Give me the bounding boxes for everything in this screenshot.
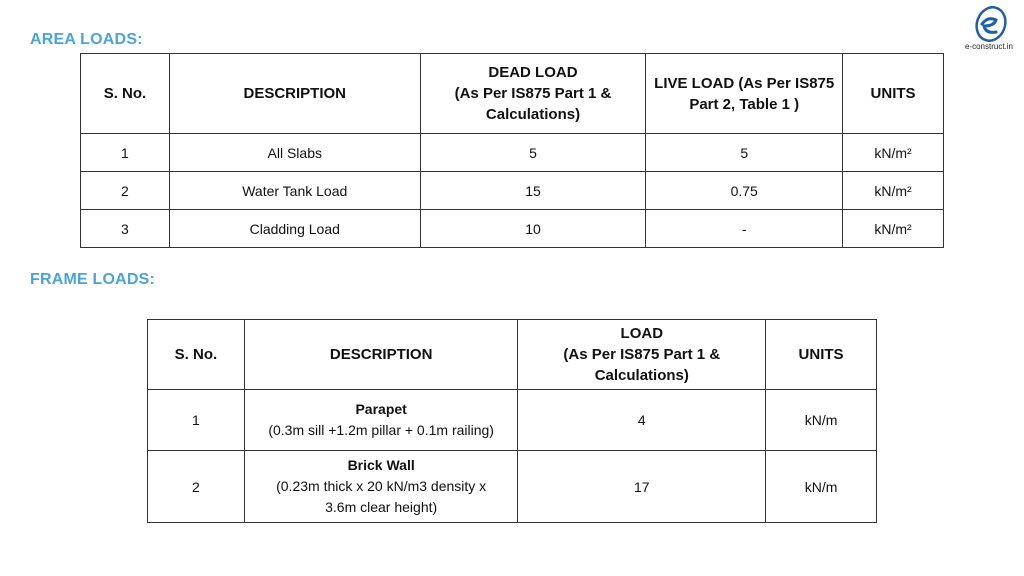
cell-load: 17 (518, 451, 766, 523)
cell-dead-load: 15 (420, 172, 646, 210)
cell-description: Cladding Load (169, 210, 420, 248)
cell-units: kN/m² (843, 134, 944, 172)
header-load (518, 320, 766, 390)
table-row (148, 390, 877, 451)
header-load-line: Calculations) (594, 367, 689, 384)
cell-units: kN/m² (843, 172, 944, 210)
description-detail: (0.3m sill +1.2m pillar + 0.1m railing) (268, 422, 494, 438)
table-row (81, 134, 944, 172)
cell-sno: 1 (148, 390, 245, 451)
description-title: Brick Wall (347, 457, 415, 473)
cell-description: Water Tank Load (169, 172, 420, 210)
header-dead-load-line: Calculations) (485, 106, 581, 123)
table-row (81, 172, 944, 210)
header-dead-load (420, 54, 646, 134)
cell-live-load: 0.75 (646, 172, 843, 210)
cell-description: All Slabs (169, 134, 420, 172)
area-header-row (81, 54, 944, 134)
header-sno: S. No. (81, 54, 170, 134)
header-dead-load-line: (As Per IS875 Part 1 & (454, 85, 612, 102)
header-live-load (646, 54, 843, 134)
cell-sno: 2 (81, 172, 170, 210)
header-load-line: LOAD (620, 325, 664, 342)
frame-loads-table (147, 319, 877, 523)
header-dead-load-line: DEAD LOAD (488, 64, 578, 81)
logo-text: e-construct.in (964, 42, 1014, 51)
cell-description (244, 451, 518, 523)
cell-live-load: 5 (646, 134, 843, 172)
cell-units: kN/m² (843, 210, 944, 248)
cell-description (244, 390, 518, 451)
header-live-load-line: LIVE LOAD (As Per IS875 (654, 74, 835, 92)
cell-sno: 3 (81, 210, 170, 248)
cell-live-load: - (646, 210, 843, 248)
header-description: DESCRIPTION (244, 320, 518, 390)
area-loads-title: AREA LOADS: (30, 31, 143, 48)
cell-units: kN/m (766, 390, 877, 451)
cell-load: 4 (518, 390, 766, 451)
description-detail: (0.23m thick x 20 kN/m3 density x (276, 478, 487, 494)
cell-sno: 1 (81, 134, 170, 172)
e-construct-logo-icon (958, 4, 1020, 44)
header-sno: S. No. (148, 320, 245, 390)
frame-header-row (148, 320, 877, 390)
description-title: Parapet (355, 401, 407, 417)
header-load-line: (As Per IS875 Part 1 & (563, 346, 721, 363)
header-live-load-line: Part 2, Table 1 ) (689, 95, 800, 113)
cell-sno: 2 (148, 451, 245, 523)
cell-units: kN/m (766, 451, 877, 523)
frame-loads-title: FRAME LOADS: (30, 271, 156, 288)
table-row (81, 210, 944, 248)
header-description: DESCRIPTION (169, 54, 420, 134)
table-row (148, 451, 877, 523)
cell-dead-load: 10 (420, 210, 646, 248)
description-detail: 3.6m clear height) (325, 499, 438, 515)
area-loads-table (80, 53, 944, 248)
header-units: UNITS (843, 54, 944, 134)
header-units: UNITS (766, 320, 877, 390)
e-construct-logo (958, 4, 1020, 54)
cell-dead-load: 5 (420, 134, 646, 172)
